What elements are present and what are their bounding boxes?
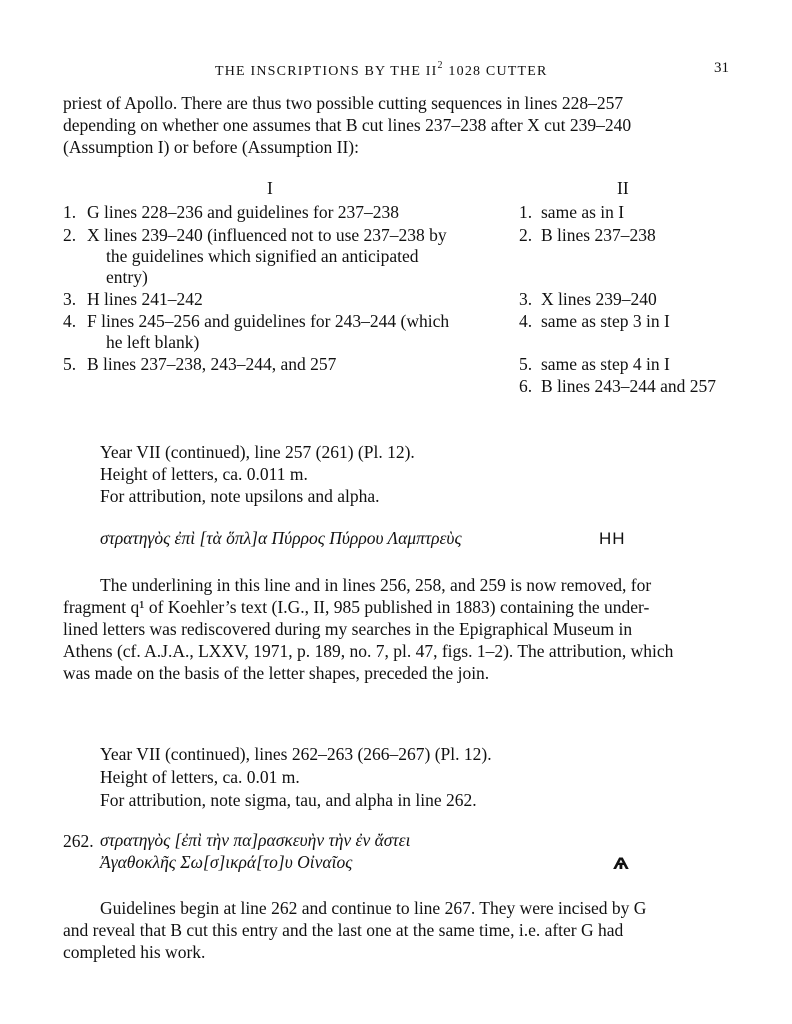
assumption-i-heading: I bbox=[267, 178, 273, 198]
header-title-superscript: 2 bbox=[437, 60, 444, 71]
list-item-text: same as step 4 in I bbox=[541, 354, 670, 374]
list-item-text: entry) bbox=[106, 267, 148, 287]
info-line: For attribution, note sigma, tau, and alpha in line 262. bbox=[100, 790, 477, 810]
inscription-line-number: 262. bbox=[63, 831, 94, 851]
greek-inscription-line: στρατηγὸς ἐπὶ [τὰ ὅπλ]α Πύρρος Πύρρου Λαμπτρεὺς bbox=[100, 528, 462, 548]
header-title-post: 1028 CUTTER bbox=[443, 64, 548, 79]
discussion-line: The underlining in this line and in lines 256, 258, and 259 is now removed, for bbox=[100, 575, 652, 595]
info-line: Year VII (continued), lines 262–263 (266–267) (Pl. 12). bbox=[100, 744, 492, 764]
list-item-number: 5. bbox=[519, 354, 533, 374]
discussion-line: lined letters was rediscovered during my searches in the Epigraphical Museum in bbox=[63, 619, 633, 639]
page-number: 31 bbox=[714, 60, 729, 76]
list-item-number: 3. bbox=[63, 289, 77, 309]
list-item-number: 1. bbox=[519, 202, 533, 222]
letter-form-mark: Ѧ bbox=[613, 854, 629, 873]
intro-line: depending on whether one assumes that B cut lines 237–238 after X cut 239–240 bbox=[63, 115, 632, 135]
list-item-number: 5. bbox=[63, 354, 77, 374]
intro-line: (Assumption I) or before (Assumption II): bbox=[63, 137, 359, 157]
info-line: Height of letters, ca. 0.011 m. bbox=[100, 464, 308, 484]
list-item-number: 4. bbox=[519, 311, 533, 331]
list-item-text: X lines 239–240 (influenced not to use 237–238 by bbox=[87, 225, 447, 245]
list-item-number: 2. bbox=[63, 225, 77, 245]
list-item-number: 1. bbox=[63, 202, 77, 222]
list-item-number: 2. bbox=[519, 225, 533, 245]
list-item-text: same as in I bbox=[541, 202, 625, 222]
discussion-line: was made on the basis of the letter shapes, preceded the join. bbox=[63, 663, 490, 683]
greek-inscription-line: στρατηγὸς [ἐπὶ τὴν πα]ρασκευὴν τὴν ἐν ἄστει bbox=[100, 830, 411, 850]
discussion-line: fragment q¹ of Koehler’s text (I.G., II, 985 published in 1883) containing the under- bbox=[63, 597, 650, 617]
intro-line: priest of Apollo. There are thus two possible cutting sequences in lines 228–257 bbox=[63, 93, 624, 113]
list-item-number: 4. bbox=[63, 311, 77, 331]
list-item-text: B lines 237–238 bbox=[541, 225, 656, 245]
header-title-pre: THE INSCRIPTIONS BY THE II bbox=[215, 64, 438, 79]
list-item-text: same as step 3 in I bbox=[541, 311, 670, 331]
info-line: Height of letters, ca. 0.01 m. bbox=[100, 767, 300, 787]
list-item-text: he left blank) bbox=[106, 332, 200, 352]
info-line: For attribution, note upsilons and alpha. bbox=[100, 486, 380, 506]
list-item-number: 3. bbox=[519, 289, 533, 309]
discussion-line: Guidelines begin at line 262 and continue to line 267. They were incised by G bbox=[100, 898, 647, 918]
list-item-text: H lines 241–242 bbox=[87, 289, 203, 309]
greek-inscription-line: Ἀγαθοκλῆς Σω[σ]ικρά[το]υ Οἰναῖος bbox=[100, 852, 353, 872]
list-item-text: B lines 237–238, 243–244, and 257 bbox=[87, 354, 337, 374]
assumption-ii-heading: II bbox=[617, 178, 629, 198]
letter-form-mark: HH bbox=[599, 529, 626, 548]
list-item-text: G lines 228–236 and guidelines for 237–238 bbox=[87, 202, 400, 222]
discussion-line: completed his work. bbox=[63, 942, 206, 962]
discussion-line: Athens (cf. A.J.A., LXXV, 1971, p. 189, no. 7, pl. 47, figs. 1–2). The attribution, which bbox=[63, 641, 674, 661]
running-header bbox=[215, 60, 548, 80]
list-item-text: the guidelines which signified an anticipated bbox=[106, 246, 419, 266]
info-line: Year VII (continued), line 257 (261) (Pl. 12). bbox=[100, 442, 415, 462]
discussion-line: and reveal that B cut this entry and the last one at the same time, i.e. after G had bbox=[63, 920, 624, 940]
list-item-text: X lines 239–240 bbox=[541, 289, 657, 309]
list-item-text: B lines 243–244 and 257 bbox=[541, 376, 716, 396]
list-item-text: F lines 245–256 and guidelines for 243–244 (which bbox=[87, 311, 450, 331]
list-item-number: 6. bbox=[519, 376, 533, 396]
